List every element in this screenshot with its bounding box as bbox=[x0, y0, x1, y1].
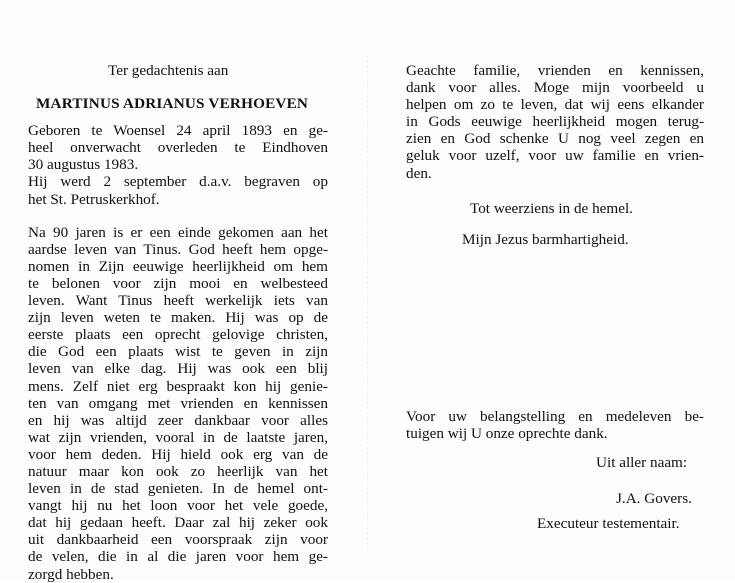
message-line: geluk voor uzelf, voor uw familie en vrien- bbox=[406, 147, 704, 165]
eulogy-line: die God een plaats wist te geven in zijn bbox=[28, 343, 328, 361]
message-line: Geachte familie, vrienden en kennissen, bbox=[406, 62, 704, 79]
fold-line bbox=[367, 55, 368, 550]
eulogy-line: te belonen voor zijn mooi en welbesteed bbox=[28, 274, 328, 292]
eulogy-line: aardse leven van Tinus. God heeft hem opge- bbox=[28, 240, 328, 258]
eulogy-line: dat hij gedaan heeft. Daar zal hij zeker ook bbox=[28, 514, 328, 532]
family-message bbox=[406, 62, 704, 182]
detail-line: 30 augustus 1983. bbox=[28, 156, 139, 174]
eulogy-line: wat zijn vrienden, vooral in de laatste jaren, bbox=[28, 428, 328, 446]
heading: Ter gedachtenis aan bbox=[108, 62, 229, 79]
signatory-role: Executeur testementair. bbox=[537, 515, 680, 532]
signatory-name: J.A. Govers. bbox=[616, 490, 692, 507]
eulogy-line: vangt hij nu het loon voor het vele goede, bbox=[28, 497, 328, 515]
eulogy-line: Na 90 jaren is er een einde gekomen aan het bbox=[28, 223, 328, 241]
eulogy-line: natuur maar kon ook zo heerlijk van het bbox=[28, 462, 328, 480]
right-page bbox=[406, 62, 704, 248]
detail-line: heel onverwacht overleden te Eindhoven bbox=[28, 139, 328, 157]
eulogy-line: leven in de stad genieten. In de hemel ont- bbox=[28, 480, 328, 498]
thanks-line: tuigen wij U onze oprechte dank. bbox=[406, 425, 608, 443]
eulogy-line: de velen, die in al die jaren voor hem ge- bbox=[28, 548, 328, 566]
eulogy-line: leven van elke dag. Hij was ook een blij bbox=[28, 360, 328, 378]
eulogy-line: mens. Zelf niet erg bespraakt kon hij genie- bbox=[28, 377, 328, 395]
thanks-message bbox=[406, 408, 704, 442]
eulogy-line: ten van omgang met vrienden en kennissen bbox=[28, 394, 328, 412]
eulogy-line: voor hem deden. Hij hield ook erg van de bbox=[28, 445, 328, 463]
message-line: dank voor alles. Moge mijn voorbeeld u bbox=[406, 79, 704, 97]
message-line: den. bbox=[406, 164, 432, 182]
left-page bbox=[28, 62, 328, 583]
birth-death-details bbox=[28, 122, 328, 207]
message-line: zien en God schenke U nog veel zegen en bbox=[406, 130, 704, 148]
thanks-line: Voor uw belangstelling en medeleven be- bbox=[406, 408, 704, 425]
prayer-text: Mijn Jezus barmhartigheid. bbox=[462, 230, 629, 248]
eulogy-line: zorgd hebben. bbox=[28, 565, 114, 583]
eulogy-line: nomen in Zijn eeuwige heerlijkheid om hem bbox=[28, 257, 328, 275]
message-line: in Gods eeuwige heerlijkheid mogen terug- bbox=[406, 113, 704, 131]
detail-line: Geboren te Woensel 24 april 1893 en ge- bbox=[28, 122, 328, 140]
closing-text: Uit aller naam: bbox=[596, 454, 688, 471]
eulogy-line: eerste plaats een oprecht gelovige christen, bbox=[28, 326, 328, 344]
message-line: helpen om zo te leven, dat wij eens elkander bbox=[406, 96, 704, 114]
deceased-name: MARTINUS ADRIANUS VERHOEVEN bbox=[36, 95, 309, 113]
detail-line: het St. Petruskerkhof. bbox=[28, 190, 160, 208]
detail-line: Hij werd 2 september d.a.v. begraven op bbox=[28, 173, 328, 191]
eulogy-text bbox=[28, 224, 328, 583]
eulogy-line: zijn leven weten te maken. Hij was op de bbox=[28, 309, 328, 327]
farewell-text: Tot weerziens in de hemel. bbox=[470, 199, 633, 217]
eulogy-line: uit dankbaarheid een voorspraak zijn voor bbox=[28, 531, 328, 549]
eulogy-line: en hij was altijd zeer dankbaar voor alles bbox=[28, 411, 328, 429]
eulogy-line: leven. Want Tinus heeft werkelijk iets van bbox=[28, 292, 328, 310]
